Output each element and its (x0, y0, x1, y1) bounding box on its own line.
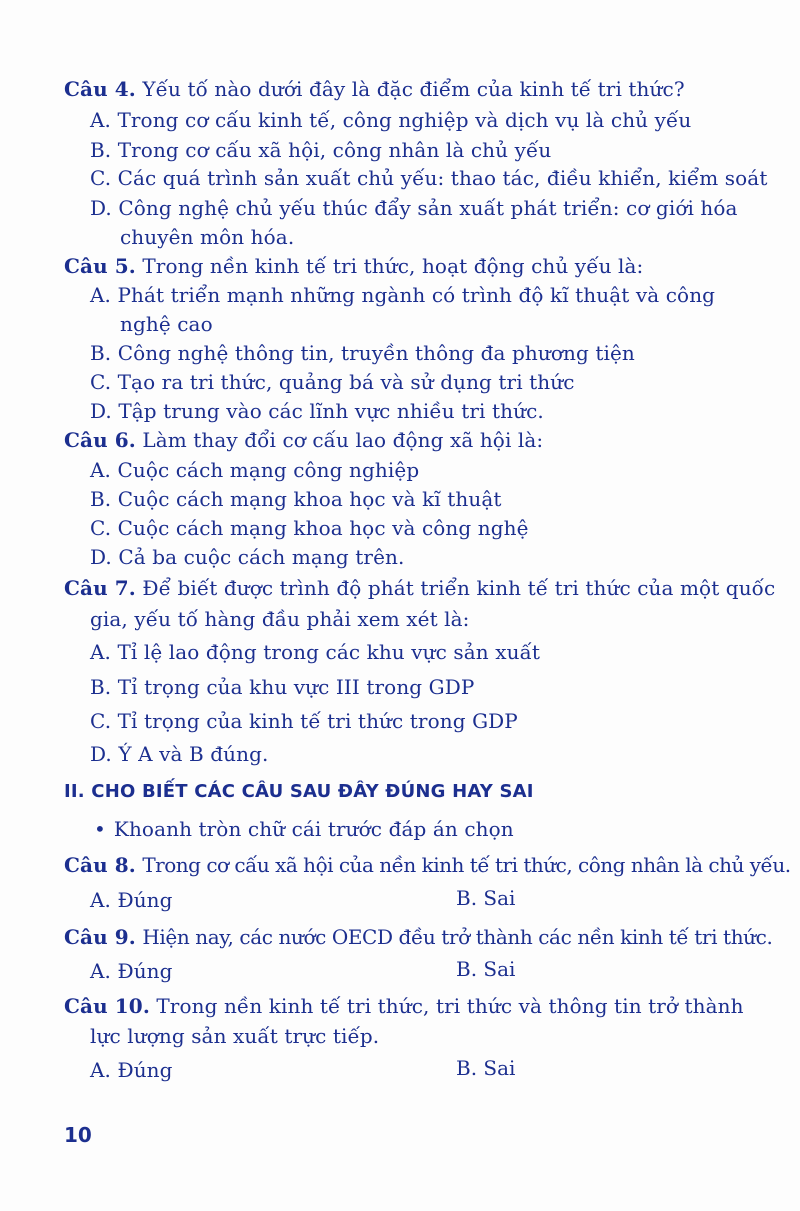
option-a: A. Cuộc cách mạng công nghiệp (90, 458, 420, 482)
option-a: A. Phát triển mạnh những ngành có trình độ kĩ thuật và công (90, 283, 716, 307)
question-label: Câu 10. (64, 994, 150, 1018)
question-label: Câu 5. (64, 254, 136, 278)
option-a-continued: nghệ cao (120, 312, 213, 336)
option-d-continued: chuyên môn hóa. (120, 225, 295, 249)
option-b: B. Công nghệ thông tin, truyền thông đa phương tiện (90, 341, 635, 365)
question-7-continued: gia, yếu tố hàng đầu phải xem xét là: (90, 607, 470, 631)
question-8 (64, 853, 791, 877)
question-label: Câu 9. (64, 925, 136, 949)
option-c: C. Tỉ trọng của kinh tế tri thức trong GDP (90, 709, 518, 733)
instruction-text: Khoanh tròn chữ cái trước đáp án chọn (113, 817, 514, 841)
question-label: Câu 6. (64, 428, 136, 452)
question-6 (64, 428, 543, 452)
option-b: B. Cuộc cách mạng khoa học và kĩ thuật (90, 487, 502, 511)
question-label: Câu 7. (64, 576, 136, 600)
answer-true: A. Đúng (90, 1058, 173, 1082)
option-b: B. Tỉ trọng của khu vực III trong GDP (90, 675, 475, 699)
instruction (94, 817, 514, 841)
question-text: Trong cơ cấu xã hội của nền kinh tế tri thức, công nhân là chủ yếu. (142, 853, 791, 877)
question-5 (64, 254, 643, 278)
option-d: D. Tập trung vào các lĩnh vực nhiều tri thức. (90, 399, 544, 423)
answer-false: B. Sai (456, 886, 516, 910)
question-10-continued: lực lượng sản xuất trực tiếp. (90, 1024, 380, 1048)
question-text: Yếu tố nào dưới đây là đặc điểm của kinh tế tri thức? (142, 77, 685, 101)
question-text: Trong nền kinh tế tri thức, hoạt động chủ yếu là: (142, 254, 644, 278)
answer-false: B. Sai (456, 957, 516, 981)
option-c: C. Tạo ra tri thức, quảng bá và sử dụng tri thức (90, 370, 575, 394)
option-b: B. Trong cơ cấu xã hội, công nhân là chủ yếu (90, 138, 552, 162)
question-7 (64, 576, 775, 600)
answer-true: A. Đúng (90, 959, 173, 983)
option-d: D. Cả ba cuộc cách mạng trên. (90, 545, 405, 569)
answer-false: B. Sai (456, 1056, 516, 1080)
page-number: 10 (64, 1123, 92, 1147)
question-label: Câu 8. (64, 853, 136, 877)
question-label: Câu 4. (64, 77, 136, 101)
question-9 (64, 925, 772, 949)
question-10 (64, 994, 744, 1018)
bullet-icon: • (94, 817, 106, 841)
option-d: D. Công nghệ chủ yếu thúc đẩy sản xuất phát triển: cơ giới hóa (90, 196, 738, 220)
option-d: D. Ý A và B đúng. (90, 742, 269, 766)
option-c: C. Cuộc cách mạng khoa học và công nghệ (90, 516, 529, 540)
option-a: A. Tỉ lệ lao động trong các khu vực sản xuất (90, 640, 541, 664)
section-heading: II. CHO BIẾT CÁC CÂU SAU ĐÂY ĐÚNG HAY SAI (64, 781, 534, 802)
question-text: Để biết được trình độ phát triển kinh tế tri thức của một quốc (142, 576, 776, 600)
question-text: Trong nền kinh tế tri thức, tri thức và thông tin trở thành (156, 994, 744, 1018)
question-4 (64, 77, 685, 101)
question-text: Hiện nay, các nước OECD đều trở thành các nền kinh tế tri thức. (142, 925, 773, 949)
option-c: C. Các quá trình sản xuất chủ yếu: thao tác, điều khiển, kiểm soát (90, 166, 768, 190)
question-text: Làm thay đổi cơ cấu lao động xã hội là: (142, 428, 544, 452)
answer-true: A. Đúng (90, 888, 173, 912)
option-a: A. Trong cơ cấu kinh tế, công nghiệp và dịch vụ là chủ yếu (90, 108, 692, 132)
